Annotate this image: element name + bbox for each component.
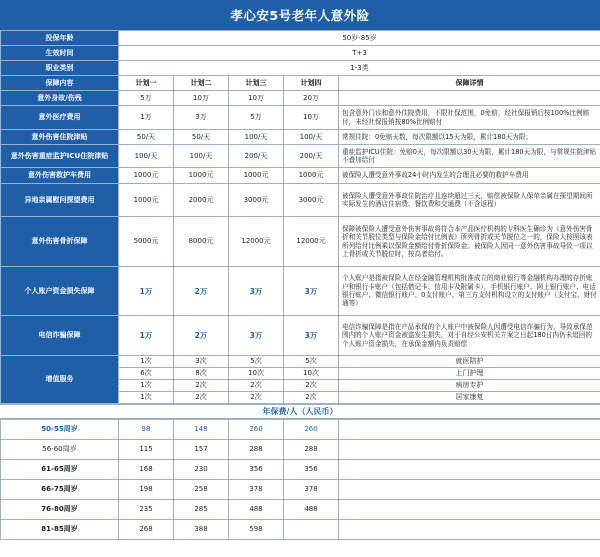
premium-spacer xyxy=(339,480,600,500)
premium-spacer xyxy=(339,520,600,540)
benefit-detail: 电信诈骗保障是指在产品承保的个人账户中被保险人因遭受电信诈骗行为，导致承保范围内的个人账户资金被盗发生损失，对于自经公安机关立案之日起180日内仍未追回的个人账户资金损失，在承保金额内负责赔偿 xyxy=(339,316,600,356)
info-value: 1-3类 xyxy=(119,61,600,76)
benefit-label: 意外伤害重症监护ICU住院津贴 xyxy=(1,145,119,168)
premium-value: 598 xyxy=(229,520,284,540)
benefit-label: 电信诈骗保障 xyxy=(1,316,119,356)
benefit-label: 意外伤害住院津贴 xyxy=(1,130,119,145)
benefit-value: 3万 xyxy=(284,267,339,316)
benefit-value: 10万 xyxy=(174,91,229,106)
header-details: 保障详情 xyxy=(339,76,600,91)
service-value: 1次 xyxy=(119,392,174,404)
benefit-label: 意外伤害骨折保障 xyxy=(1,217,119,267)
benefit-detail: 常规住院：0免赔天数，每次限额以15天为限，累计180天为限； xyxy=(339,130,600,145)
premium-age: 66-75周岁 xyxy=(1,480,119,500)
info-row xyxy=(1,46,600,61)
premium-value: 198 xyxy=(119,480,174,500)
header-plan: 计划二 xyxy=(174,76,229,91)
benefit-value: 20万 xyxy=(284,91,339,106)
premium-age: 81-85周岁 xyxy=(1,520,119,540)
benefit-value: 12000元 xyxy=(284,217,339,267)
header-item: 保障内容 xyxy=(1,76,119,91)
benefit-detail: 被保险人遭受意外事故24小时内发生的合理且必要的救护车费用 xyxy=(339,168,600,184)
service-value: 2次 xyxy=(284,392,339,404)
premium-value: 230 xyxy=(174,460,229,480)
benefit-row xyxy=(1,91,600,106)
premium-value: 98 xyxy=(119,420,174,440)
benefit-detail: 保障被保险人遭受意外伤害事故将符合本产品医疗机构的专科医生确诊为《意外伤害骨折和关节脱位类型与保险金给付比例表》所列骨折或关节脱位之一的，保险人按照该表所列给付比例乘以保险金额给付骨折保险金。被保险人因同一意外伤害事故导致一项以上骨折或关节脱位时，按高者给付。 xyxy=(339,217,600,267)
info-label: 职业类别 xyxy=(1,61,119,76)
service-detail: 就医陪护 xyxy=(339,356,600,368)
premium-value: 288 xyxy=(229,440,284,460)
premium-value: 260 xyxy=(284,420,339,440)
benefit-value: 1万 xyxy=(119,316,174,356)
premium-value: 168 xyxy=(119,460,174,480)
service-value: 5次 xyxy=(229,356,284,368)
premium-row xyxy=(1,480,600,500)
benefit-value: 3万 xyxy=(174,106,229,130)
benefit-label: 意外医疗费用 xyxy=(1,106,119,130)
benefit-value: 100/天 xyxy=(229,130,284,145)
page-title: 孝心安5号老年人意外险 xyxy=(0,0,600,30)
benefit-row xyxy=(1,130,600,145)
service-value: 2次 xyxy=(284,380,339,392)
premium-row xyxy=(1,440,600,460)
info-value: T+3 xyxy=(119,46,600,61)
info-value: 50岁-85岁 xyxy=(119,31,600,46)
benefit-value: 100/天 xyxy=(119,145,174,168)
benefit-value: 200/天 xyxy=(284,145,339,168)
benefit-value: 1万 xyxy=(119,106,174,130)
premium-row xyxy=(1,420,600,440)
premium-age: 50-55周岁 xyxy=(1,420,119,440)
benefit-value: 2000元 xyxy=(174,184,229,217)
benefit-row xyxy=(1,217,600,267)
service-value: 3次 xyxy=(174,356,229,368)
benefit-label: 个人账户资金损失保障 xyxy=(1,267,119,316)
benefit-row xyxy=(1,184,600,217)
header-plan: 计划一 xyxy=(119,76,174,91)
benefit-value: 1000元 xyxy=(174,168,229,184)
info-label: 生效时间 xyxy=(1,46,119,61)
service-value: 2次 xyxy=(229,380,284,392)
service-value: 5次 xyxy=(284,356,339,368)
benefit-value: 10万 xyxy=(284,106,339,130)
benefit-value: 1万 xyxy=(119,267,174,316)
premium-spacer xyxy=(339,460,600,480)
benefit-detail: 被保险人遭受意外事故住院治疗且连续超过三天，赔偿被保险人保单亲属在探望期间所实际发生的酒店住宿费、餐饮费和交通费（不含返程） xyxy=(339,184,600,217)
benefit-value: 3万 xyxy=(229,316,284,356)
premium-value: 488 xyxy=(229,500,284,520)
premium-row xyxy=(1,500,600,520)
premium-age: 61-65周岁 xyxy=(1,460,119,480)
benefit-value: 5万 xyxy=(229,106,284,130)
premium-row xyxy=(1,460,600,480)
premium-value: 378 xyxy=(229,480,284,500)
benefit-value: 1000元 xyxy=(229,168,284,184)
benefit-value: 50/天 xyxy=(174,130,229,145)
benefit-value: 1000元 xyxy=(119,168,174,184)
benefit-detail: 包含意外门诊和意外住院费用，不限社保范围，0免赔，经社保报销后按100%比例赔付，未经社保报销按80%比例赔付 xyxy=(339,106,600,130)
service-value: 6次 xyxy=(119,368,174,380)
service-value: 2次 xyxy=(174,392,229,404)
benefit-value: 3000元 xyxy=(229,184,284,217)
premium-value: 388 xyxy=(174,520,229,540)
benefit-value: 200/天 xyxy=(229,145,284,168)
service-label: 增值服务 xyxy=(1,356,119,404)
benefit-detail xyxy=(339,91,600,106)
premium-spacer xyxy=(339,500,600,520)
service-value: 2次 xyxy=(229,392,284,404)
benefit-detail: 重症监护ICU住院：免赔0天，每次限额以30天为限，累计180天为限，与常规住院津贴不叠加给付 xyxy=(339,145,600,168)
header-plan: 计划三 xyxy=(229,76,284,91)
benefit-label: 意外伤害救护车费用 xyxy=(1,168,119,184)
benefit-label: 异地亲属慰问探望费用 xyxy=(1,184,119,217)
info-label: 投保年龄 xyxy=(1,31,119,46)
premium-value: 488 xyxy=(284,500,339,520)
premium-spacer xyxy=(339,440,600,460)
benefit-value: 100/天 xyxy=(174,145,229,168)
service-row xyxy=(1,356,600,368)
benefit-value: 5万 xyxy=(119,91,174,106)
benefit-row xyxy=(1,106,600,130)
premium-value: 157 xyxy=(174,440,229,460)
premium-title: 年保费/人（人民币） xyxy=(0,404,600,419)
service-value: 10次 xyxy=(284,368,339,380)
premium-value: 356 xyxy=(229,460,284,480)
premium-value: 258 xyxy=(174,480,229,500)
premium-spacer xyxy=(339,420,600,440)
benefit-row xyxy=(1,145,600,168)
benefit-row xyxy=(1,267,600,316)
benefit-row xyxy=(1,316,600,356)
service-value: 1次 xyxy=(119,356,174,368)
benefit-value: 8000元 xyxy=(174,217,229,267)
benefit-value: 3万 xyxy=(229,267,284,316)
premium-value: 356 xyxy=(284,460,339,480)
header-plan: 计划四 xyxy=(284,76,339,91)
benefit-value: 1000元 xyxy=(119,184,174,217)
premium-value: 378 xyxy=(284,480,339,500)
benefit-value: 1000元 xyxy=(284,168,339,184)
benefit-label: 意外身故/伤残 xyxy=(1,91,119,106)
benefit-value: 2万 xyxy=(174,316,229,356)
column-header-row xyxy=(1,76,600,91)
service-value: 10次 xyxy=(229,368,284,380)
benefit-value: 2万 xyxy=(174,267,229,316)
premium-row xyxy=(1,520,600,540)
premium-value: 148 xyxy=(174,420,229,440)
info-row xyxy=(1,31,600,46)
premium-value: 260 xyxy=(229,420,284,440)
premium-value xyxy=(284,520,339,540)
benefit-row xyxy=(1,168,600,184)
premium-table xyxy=(0,419,600,540)
premium-value: 268 xyxy=(119,520,174,540)
premium-value: 288 xyxy=(284,440,339,460)
premium-age: 76-80周岁 xyxy=(1,500,119,520)
service-detail: 居家康复 xyxy=(339,392,600,404)
insurance-table xyxy=(0,30,600,404)
benefit-value: 50/天 xyxy=(119,130,174,145)
benefit-value: 12000元 xyxy=(229,217,284,267)
service-value: 1次 xyxy=(119,380,174,392)
service-detail: 病房专护 xyxy=(339,380,600,392)
benefit-value: 3万 xyxy=(284,316,339,356)
premium-value: 115 xyxy=(119,440,174,460)
benefit-value: 5000元 xyxy=(119,217,174,267)
info-row xyxy=(1,61,600,76)
service-value: 2次 xyxy=(174,380,229,392)
benefit-value: 10万 xyxy=(229,91,284,106)
service-value: 8次 xyxy=(174,368,229,380)
premium-value: 235 xyxy=(119,500,174,520)
benefit-detail: 个人账户是指被保险人在经金融管理机构批准成立的商业银行等金融机构办理的存折账户和银行卡账户（包括借记卡、信用卡及附属卡），手机银行账户、网上银行账户、电话银行账户、微信银行账户、0支付账户、第三方支付机构设立的支付账户（支付宝、财付通等） xyxy=(339,267,600,316)
premium-value: 285 xyxy=(174,500,229,520)
benefit-value: 100/天 xyxy=(284,130,339,145)
benefit-value: 3000元 xyxy=(284,184,339,217)
premium-age: 56-60周岁 xyxy=(1,440,119,460)
service-detail: 上门护理 xyxy=(339,368,600,380)
